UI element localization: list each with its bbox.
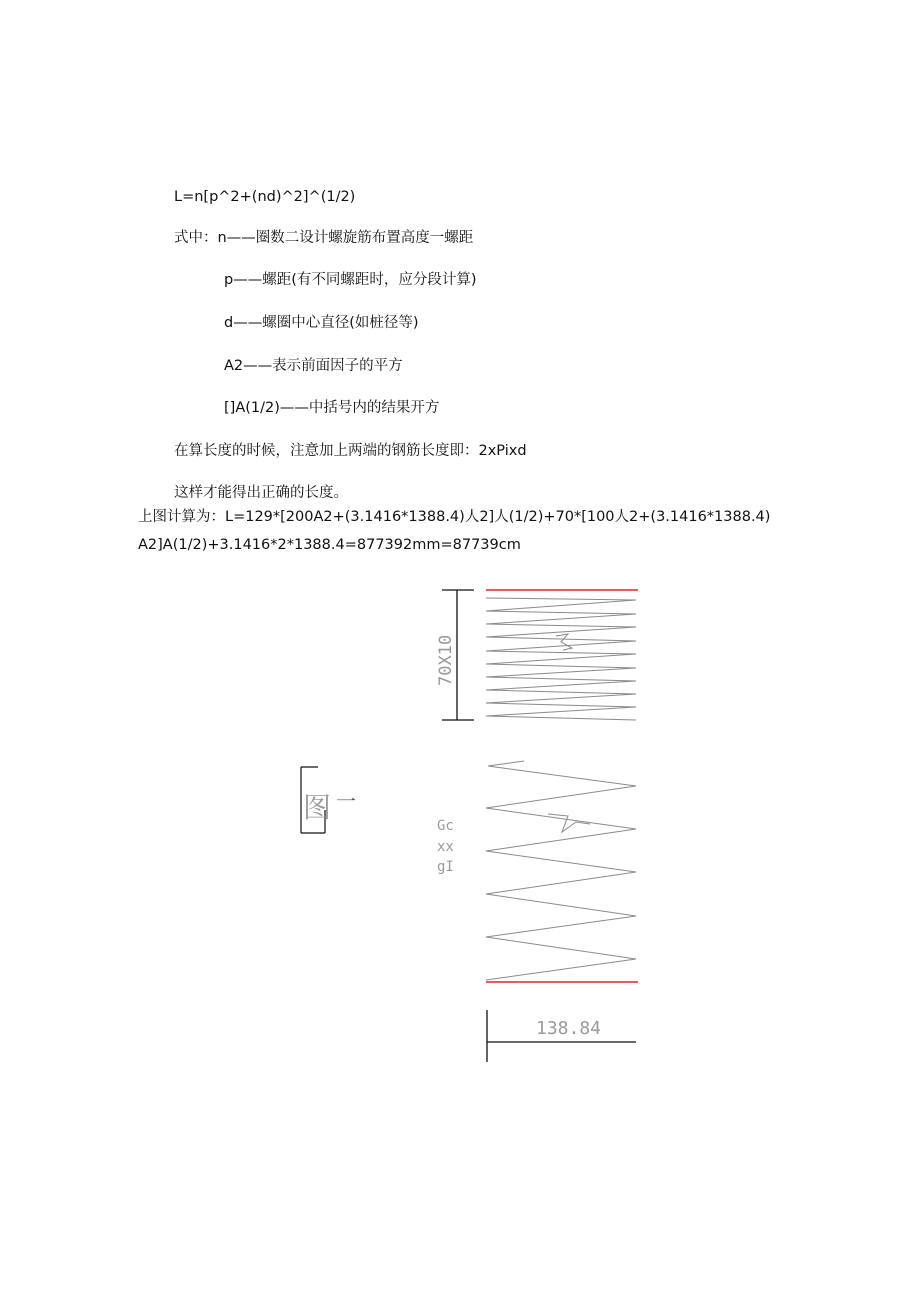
where-a2: A2——表示前面因子的平方: [224, 358, 403, 374]
note-ends: 在算长度的时候，注意加上两端的钢筋长度即：2xPixd: [174, 443, 527, 459]
where-d: d——螺圈中心直径(如桩径等): [224, 315, 419, 331]
calc-line-1: 上图计算为：L=129*[200A2+(3.1416*1388.4)人2]人(1/2)+70*[100人2+(3.1416*1388.4): [138, 509, 771, 525]
where-n: 式中：n——圈数二设计螺旋筋布置高度一螺距: [174, 230, 474, 246]
calc-line-2: A2]A(1/2)+3.1416*2*1388.4=877392mm=87739cm: [138, 537, 521, 553]
upper-break-mark: [556, 634, 572, 650]
spacing-label-line-1: Gc: [437, 818, 454, 834]
formula: L=n[p^2+(nd)^2]^(1/2): [174, 189, 356, 205]
spacing-label-line-3: gI: [437, 859, 454, 875]
dim-horizontal-label: 138.84: [536, 1018, 602, 1039]
lower-break-mark: [548, 814, 590, 832]
figure-label-dash: 一: [336, 789, 356, 813]
where-p: p——螺距(有不同螺距时，应分段计算): [224, 272, 477, 288]
figure-label-char: 图: [303, 791, 332, 824]
upper-spiral-zigzag: [486, 598, 636, 720]
lower-spiral-zigzag: [486, 761, 636, 980]
dim-vertical-label: 70X10: [436, 634, 456, 686]
note-correct: 这样才能得出正确的长度。: [174, 485, 348, 501]
spacing-label-line-2: xx: [437, 839, 454, 855]
where-half: []A(1/2)——中括号内的结果开方: [224, 400, 440, 416]
